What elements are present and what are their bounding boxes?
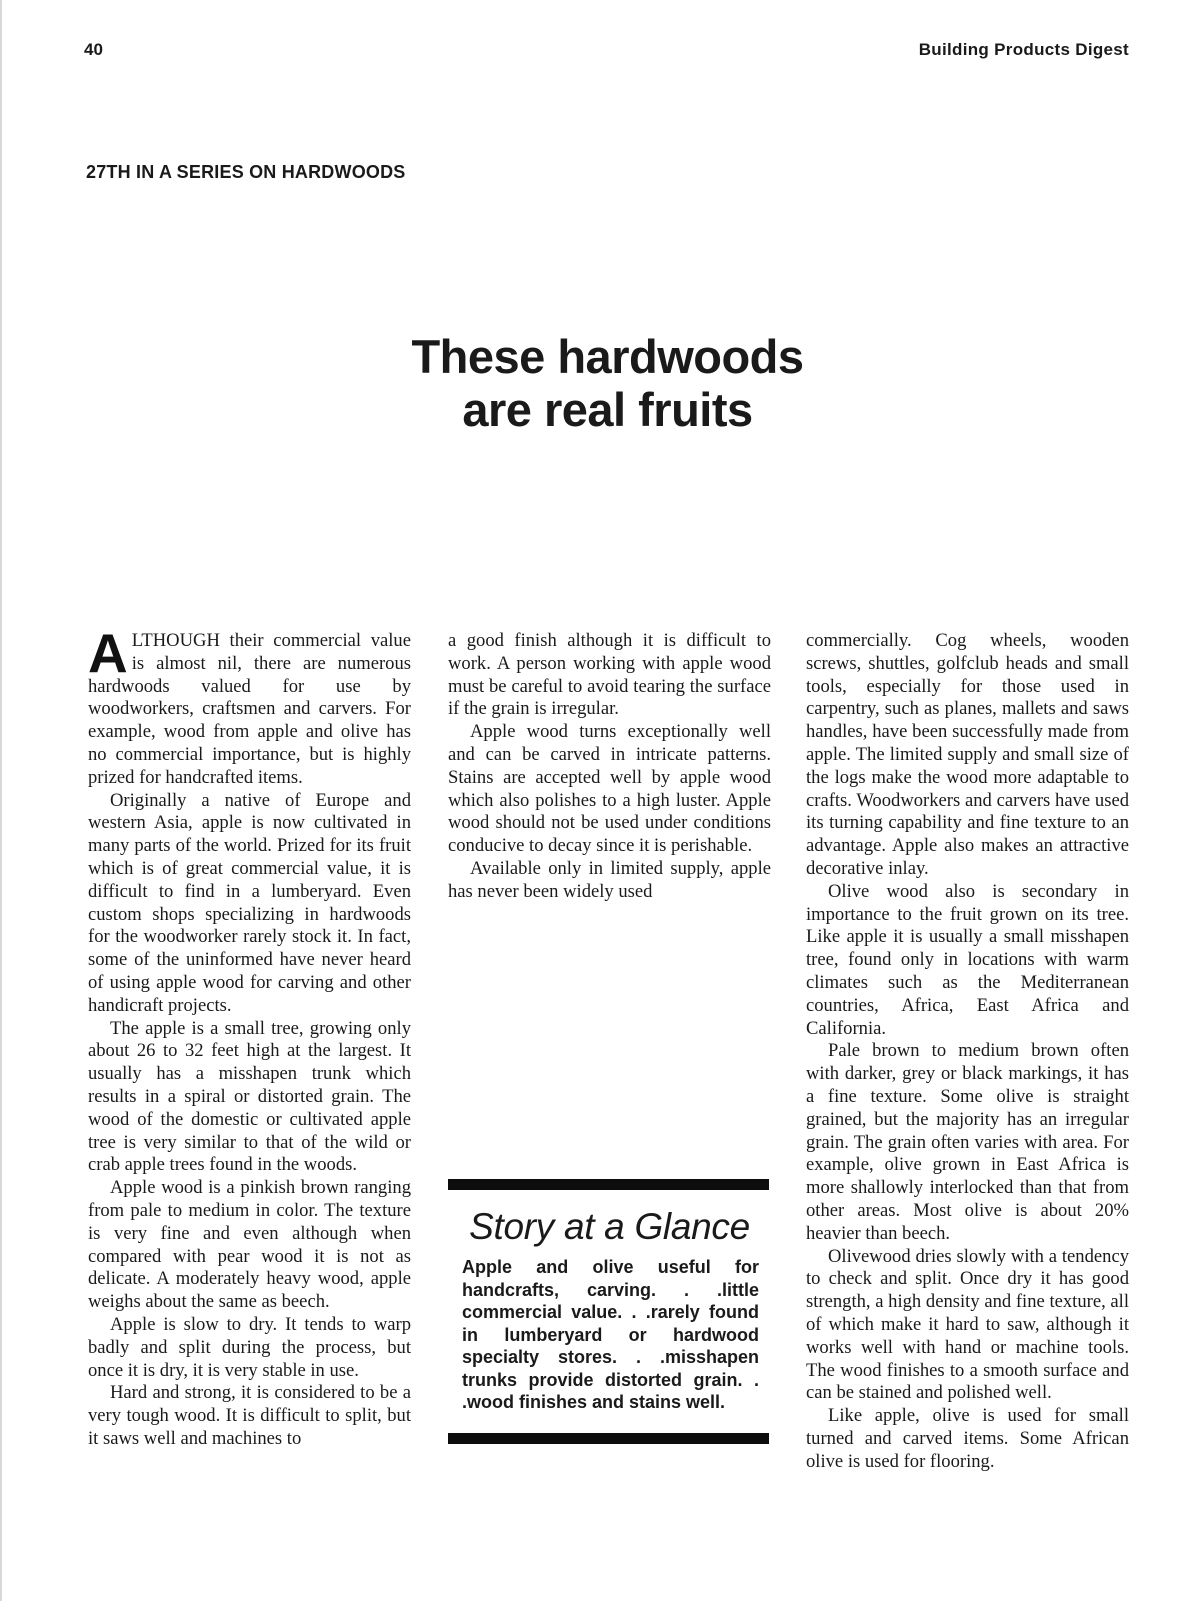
article-paragraph: Hard and strong, it is considered to be a very tough wood. It is difficult to split, but it saws well and machines to bbox=[88, 1382, 411, 1449]
article-column-3 bbox=[806, 630, 1129, 1473]
article-headline bbox=[300, 330, 915, 436]
article-paragraph: Olive wood also is secondary in importance to the fruit grown on its tree. Like apple it is usually a small misshapen tree, found only in locations with warm climates such as the Mediterranean countries, Africa, East Africa and California. bbox=[806, 880, 1129, 1039]
headline-line-2: are real fruits bbox=[462, 383, 753, 436]
series-label: 27TH IN A SERIES ON HARDWOODS bbox=[86, 162, 406, 182]
article-paragraph: Pale brown to medium brown often with darker, grey or black markings, it has a fine texture. Some olive is straight grained, but the majority has an irregular grain. The grain often varies with area. For example, olive grown in East Africa is more shallowly interlocked than that from other areas. Most olive is about 20% heavier than beech. bbox=[806, 1040, 1129, 1244]
headline-line-1: These hardwoods bbox=[411, 330, 804, 383]
page-edge bbox=[0, 0, 2, 1601]
article-column-1 bbox=[88, 622, 411, 1451]
sidebar-title: Story at a Glance bbox=[469, 1206, 750, 1247]
article-paragraph: The apple is a small tree, growing only about 26 to 32 feet high at the largest. It usually has a misshapen trunk which results in a spiral or distorted grain. The wood of the domestic or cultivated apple tree is very similar to that of the wild or crab apple trees found in the woods. bbox=[88, 1017, 411, 1176]
article-paragraph: commercially. Cog wheels, wooden screws, shuttles, golfclub heads and small tools, especially for those used in carpentry, such as planes, mallets and saws handles, have been successfully made from apple. The limited supply and small size of the logs make the wood more adaptable to crafts. Woodworkers and carvers have used its turning capability and fine texture to an advantage. Apple also makes an attractive decorative inlay. bbox=[806, 630, 1129, 879]
article-paragraph bbox=[88, 622, 411, 790]
sidebar-rule-top bbox=[448, 1179, 769, 1190]
page-number: 40 bbox=[84, 40, 103, 59]
article-paragraph: Apple wood is a pinkish brown ranging from pale to medium in color. The texture is very fine and even although when compared with pear wood it is not as delicate. A moderately heavy wood, apple weighs about the same as beech. bbox=[88, 1177, 411, 1313]
publication-name: Building Products Digest bbox=[918, 40, 1129, 59]
paragraph-text: LTHOUGH their commercial value is almost nil, there are numerous hardwoods valued for use by woodworkers, craftsmen and carvers. For example, wood from apple and olive has no commercial importance, but is highly prized for handcrafted items. bbox=[88, 630, 411, 788]
drop-cap: A bbox=[88, 622, 128, 684]
article-paragraph: a good finish although it is difficult to work. A person working with apple wood must be careful to avoid tearing the surface if the grain is irregular. bbox=[448, 630, 771, 720]
sidebar-rule-bottom bbox=[448, 1433, 769, 1444]
sidebar-summary: Apple and olive useful for handcrafts, carving. . .little commercial value. . .rarely found in lumberyard or hardwood specialty stores. . .misshapen trunks provide distorted grain. . .wood finishes and stains well. bbox=[462, 1257, 759, 1412]
article-paragraph: Olivewood dries slowly with a tendency to check and split. Once dry it has good strength, a high density and fine texture, all of which make it hard to saw, although it works well with hand or machine tools. The wood finishes to a smooth surface and can be stained and polished well. bbox=[806, 1245, 1129, 1404]
article-paragraph: Available only in limited supply, apple has never been widely used bbox=[448, 857, 771, 902]
article-paragraph: Apple is slow to dry. It tends to warp badly and split during the process, but once it is dry, it is very stable in use. bbox=[88, 1313, 411, 1381]
article-paragraph: Apple wood turns exceptionally well and can be carved in intricate patterns. Stains are accepted well by apple wood which also polishes to a high luster. Apple wood should not be used under conditions conducive to decay since it is perishable. bbox=[448, 721, 771, 857]
article-column-2 bbox=[448, 630, 771, 904]
article-paragraph: Like apple, olive is used for small turned and carved items. Some African olive is used for flooring. bbox=[806, 1405, 1129, 1472]
article-paragraph: Originally a native of Europe and western Asia, apple is now cultivated in many parts of the world. Prized for its fruit which is of great commercial value, it is difficult to find in a lumberyard. Even custom shops specializing in hardwoods for the woodworker rarely stock it. In fact, some of the uninformed have never heard of using apple wood for carving and other handicraft projects. bbox=[88, 789, 411, 1016]
